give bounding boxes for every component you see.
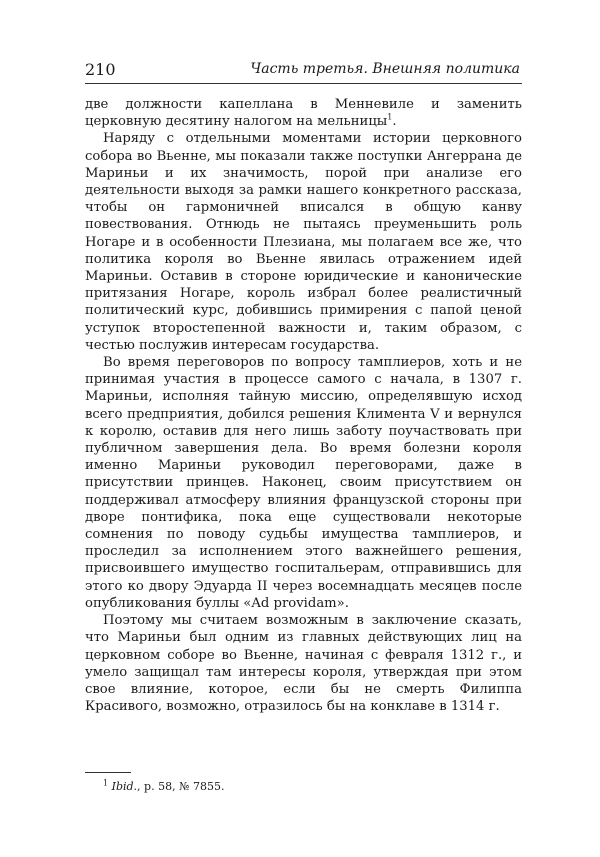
paragraph-1 bbox=[85, 96, 522, 130]
header-divider bbox=[85, 83, 522, 84]
footnote-reference: , p. 58, № 7855. bbox=[137, 780, 225, 793]
running-title: Часть третья. Внешняя политика bbox=[250, 61, 520, 77]
paragraph-1-text: две должности капеллана в Менневиле и заменить церковную десятину налогом на мельницы bbox=[85, 97, 522, 130]
footnote bbox=[103, 780, 224, 793]
footnote-marker[interactable]: 1 bbox=[387, 112, 393, 122]
paragraph-1-end: . bbox=[392, 114, 397, 130]
footnote-number: 1 bbox=[103, 778, 109, 788]
page-number: 210 bbox=[85, 60, 116, 79]
main-text bbox=[85, 96, 522, 715]
footnote-ibid: Ibid. bbox=[111, 780, 138, 793]
paragraph-2: Наряду с отдельными моментами истории церковного собора во Вьенне, мы показали также поступки Ангеррана де Мариньи и их значимость, порой при анализе его деятельности выходя за рамки нашего конкретного рассказа, чтобы он гармоничней вписался в общую канву повествования. Отнюдь не пытаясь преуменьшить роль Ногаре и в особенности Плезиана, мы полагаем все же, что политика короля во Вьенне явилась отражением идей Мариньи. Оставив в стороне юридические и канонические притязания Ногаре, король избрал более реалистичный политический курс, добившись примирения с папой ценой уступок второстепенной важности и, таким образом, с честью послужив интересам государства. bbox=[85, 131, 522, 353]
paragraph-3: Во время переговоров по вопросу тамплиеров, хоть и не принимая участия в процессе самого с начала, в 1307 г. Мариньи, исполняя тайную миссию, определявшую исход всего предприятия, добился решения Климента V и вернулся к королю, оставив для него лишь заботу поучаствовать при публичном завершения дела. Во время болезни короля именно Мариньи руководил переговорами, даже в присутствии принцев. Наконец, своим присутствием он поддерживал атмосферу влияния французской стороны при дворе понтифика, пока еще существовали некоторые сомнения по поводу судьбы имущества тамплиеров, и проследил за исполнением этого важнейшего решения, присвоившего имущество госпитальерам, отправившись для этого ко двору Эдуарда II через восемнадцать месяцев после опубликования буллы «Ad providam». bbox=[85, 355, 522, 611]
paragraph-4: Поэтому мы считаем возможным в заключение сказать, что Мариньи был одним из главных действующих лиц на церковном соборе во Вьенне, начиная с февраля 1312 г., и умело защищал там интересы короля, утверждая при этом свое влияние, которое, если бы не смерть Филиппа Красивого, возможно, отразилось бы на конклаве в 1314 г. bbox=[85, 613, 522, 715]
footnote-divider bbox=[85, 772, 131, 773]
